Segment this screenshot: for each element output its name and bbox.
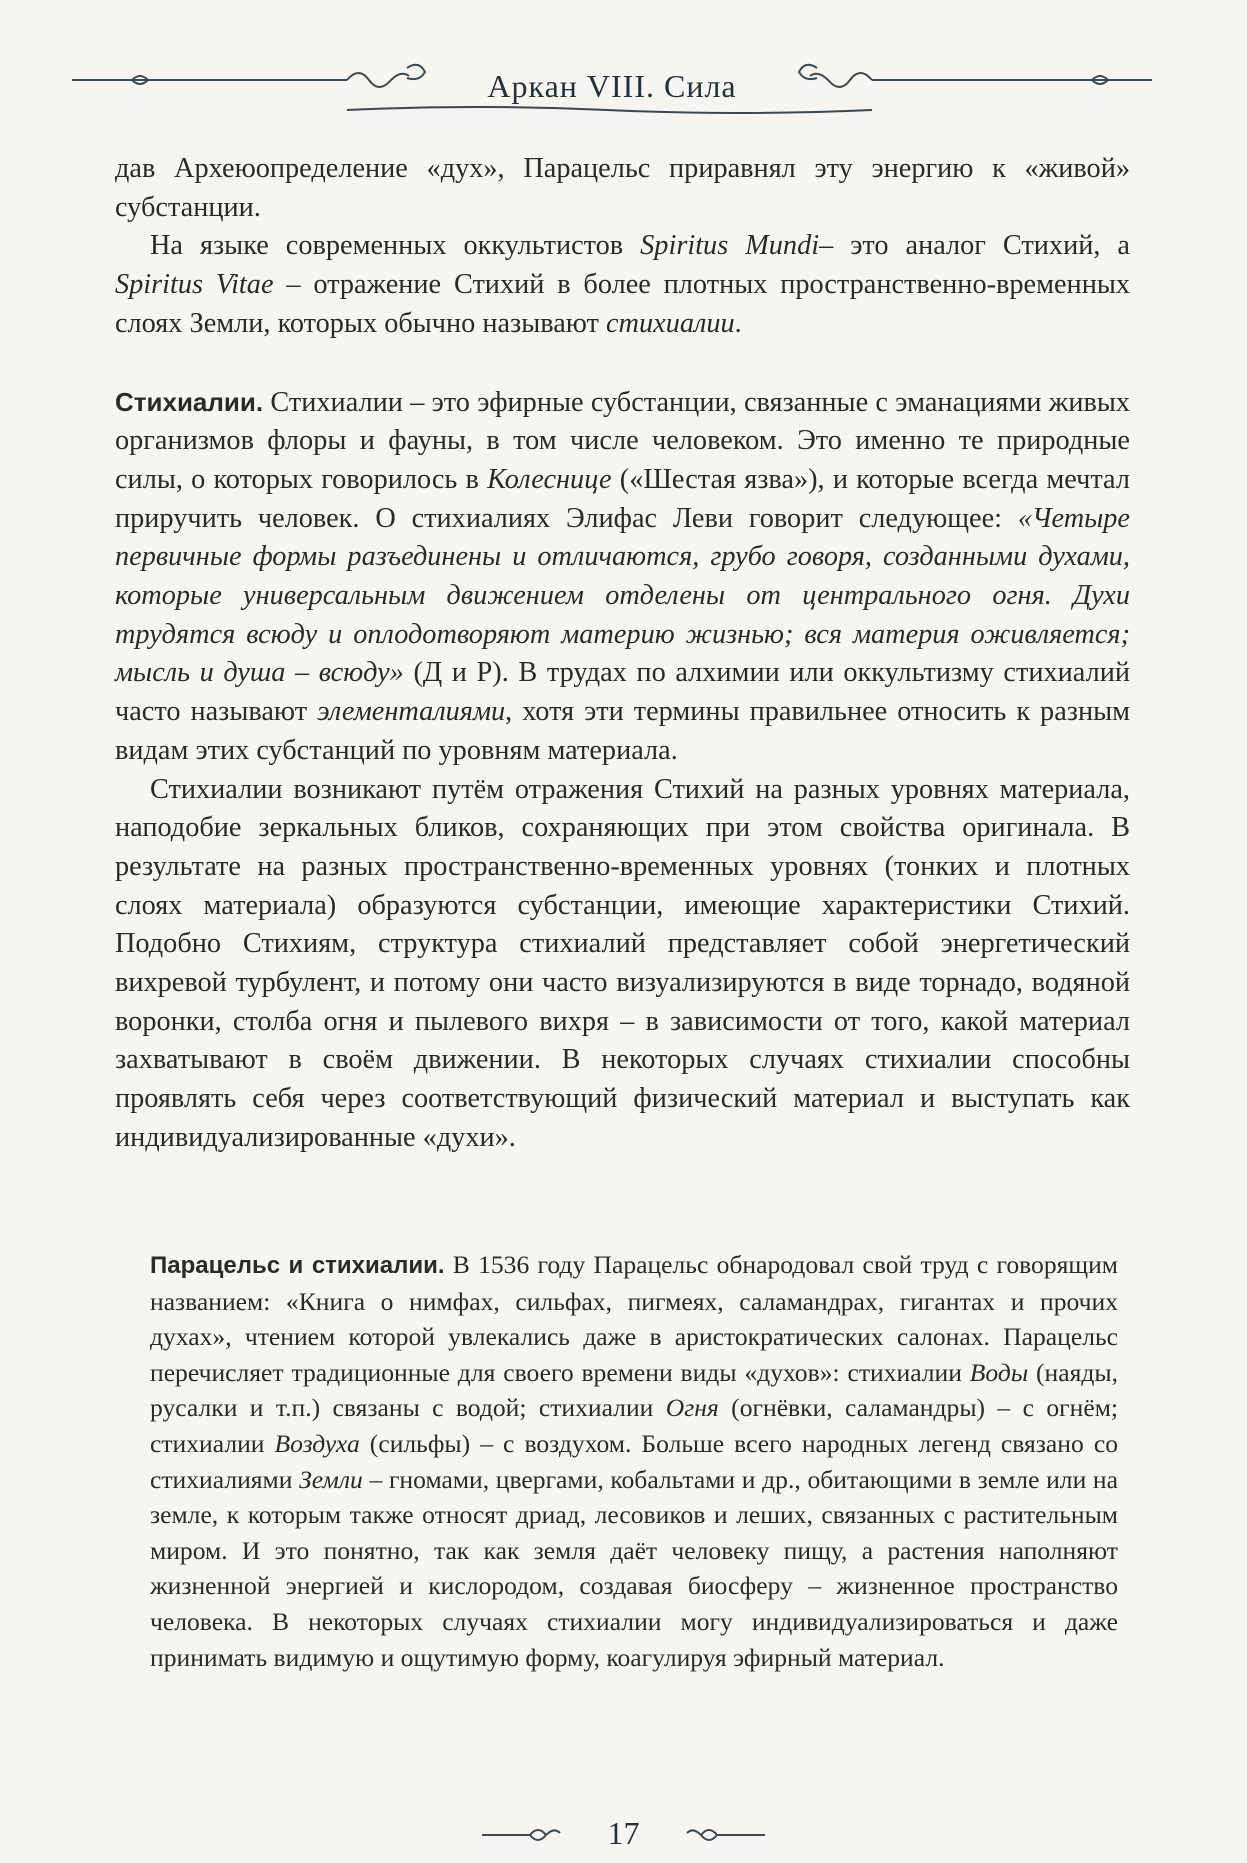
paragraph: На языке современных оккультистов Spiritus Mundi– это аналог Стихий, а Spiritus Vitae – отражение Стихий в более плотных пространственно-временных слоях Земли, которых обычно называют стихиалии. <box>115 230 1130 339</box>
section-heading: Парацельс и стихиалии. <box>150 1252 445 1279</box>
italic-term: стихиалии <box>606 307 735 339</box>
italic-term: Колеснице <box>487 463 612 495</box>
page-number: 17 <box>607 1815 640 1851</box>
page-header <box>72 58 1152 132</box>
page-footer <box>0 1815 1247 1855</box>
paragraph: Стихиалии возникают путём отражения Стихий на разных уровнях материала, наподобие зеркальных бликов, сохраняющих при этом свойства оригинала. В результате на разных пространственно-временных уровнях (тонких и плотных слоях материала) образуются субстанции, имеющие характеристики Стихий. Подобно Стихиям, структура стихиалий представляет собой энергетический вихревой турбулент, и потому они часто визуализируются в виде торнадо, водяной воронки, столба огня и пылевого вихря – в зависимости от того, какой материал захватывают в своём движении. В некоторых случаях стихиалии способны проявлять себя через соответствующий физический материал и выступать как индивидуализированные «духи». <box>115 773 1130 1153</box>
paragraph: Парацельс и стихиалии. В 1536 году Парацельс обнародовал свой труд с говорящим названием: «Книга о нимфах, сильфах, пигмеях, саламандрах, гигантах и прочих духах», чтением которой увлекались даже в аристократических салонах. Парацельс перечисляет традиционные для своего времени виды «духов»: стихиалии Воды (наяды, русалки и т.п.) связаны с водой; стихиалии Огня (огнёвки, саламандры) – с огнём; стихиалии Воздуха (сильфы) – с воздухом. Больше всего народных легенд связано со стихиалиями Земли – гномами, цвергами, кобальтами и др., обитающими в земле или на земле, к которым также относят дриад, лесовиков и леших, связанных с растительным миром. И это понятно, так как земля даёт человеку пищу, а растения наполняют жизненной энергией и кислородом, создавая биосферу – жизненное пространство человека. В некоторых случаях стихиалии могу индивидуализироваться и даже принимать видимую и ощутимую форму, коагулируя эфирный материал. <box>150 1250 1118 1672</box>
quote: «Четыре первичные формы разъединены и отличаются, грубо говоря, созданными духами, которые универсальным движением отделены от центрального огня. Духи трудятся всюду и оплодотворяют материю жизнью; вся материя оживляется; мысль и душа – всюду» <box>115 502 1130 689</box>
latin-term: Spiritus Vitae <box>115 269 274 301</box>
inset-text <box>150 1247 1118 1675</box>
main-text <box>115 150 1130 1158</box>
italic-term: Воды <box>969 1357 1029 1387</box>
italic-term: Воздуха <box>274 1428 360 1458</box>
italic-term: элементалиями <box>317 696 506 728</box>
section-heading: Стихиалии. <box>115 386 264 417</box>
italic-term: Земли <box>299 1464 363 1494</box>
latin-term: Spiritus Mundi <box>640 230 820 262</box>
running-head: Аркан VIII. Сила <box>487 68 737 104</box>
paragraph: Стихиалии. Стихиалии – это эфирные субстанции, связанные с эманациями живых организмов флоры и фауны, в том числе человеком. Это именно те природные силы, о которых говорилось в Колеснице («Шестая язва»), и которые всегда мечтал приручить человек. О стихиалиях Элифас Леви говорит следующее: «Четыре первичные формы разъединены и отличаются, грубо говоря, созданными духами, которые универсальным движением отделены от центрального огня. Духи трудятся всюду и оплодотворяют материю жизнью; вся материя оживляется; мысль и душа – всюду» (Д и Р). В трудах по алхимии или оккультизму стихиалий часто называют элементалиями, хотя эти термины правильнее относить к разным видам этих субстанций по уровням материала. <box>115 386 1131 766</box>
italic-term: Огня <box>665 1393 719 1423</box>
paragraph: дав Археюопределение «дух», Парацельс приравнял эту энергию к «живой» субстанции. <box>115 153 1130 223</box>
